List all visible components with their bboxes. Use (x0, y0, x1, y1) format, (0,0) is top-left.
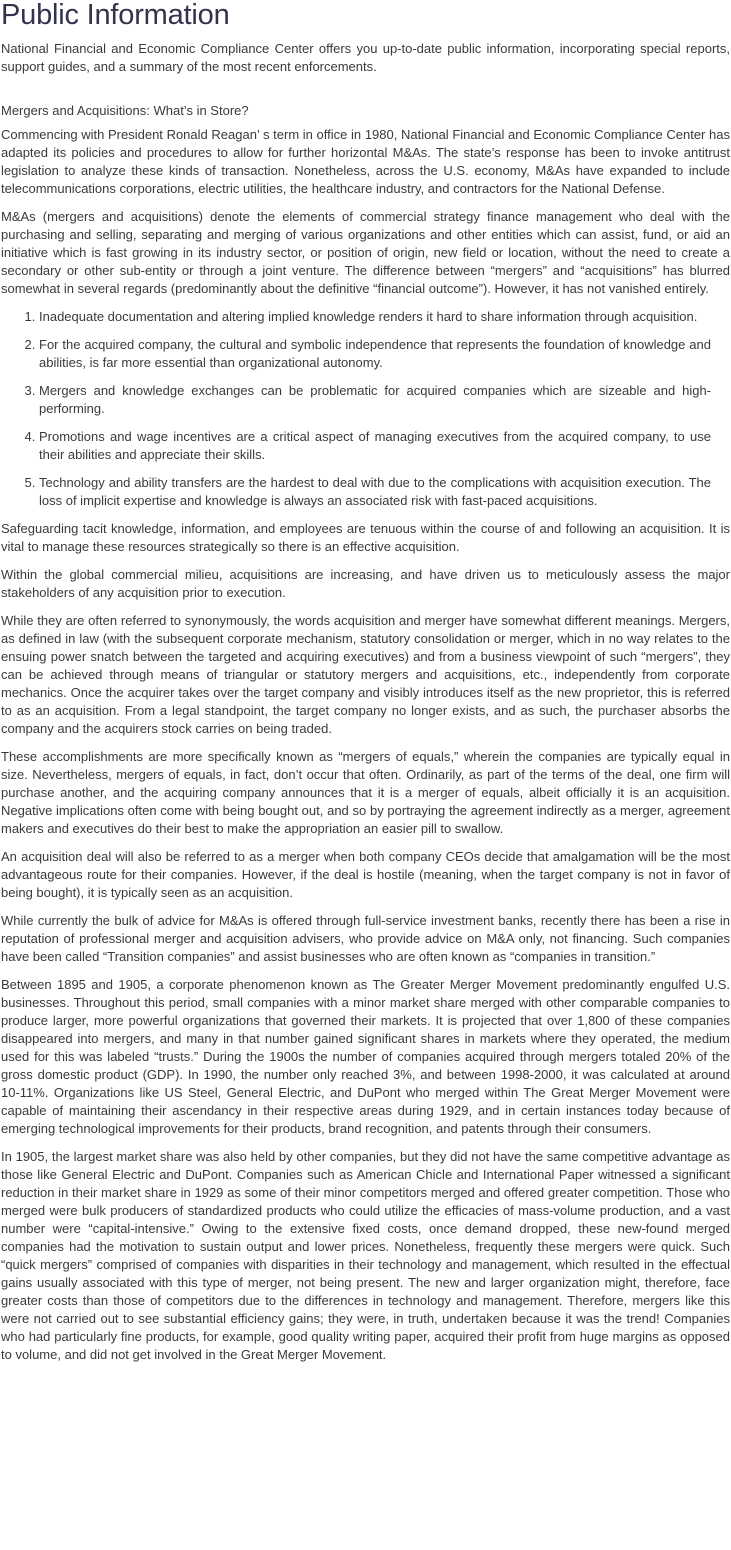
body-paragraph-8: While currently the bulk of advice for M&As is offered through full-service investment banks, recently there has been a rise in reputation of professional merger and acquisition advisers, who provide advice on M&A only, not financing. Such companies have been called “Transition companies” and assist businesses who are often known as “companies in transition.” (1, 913, 730, 964)
body-paragraph-4: Within the global commercial milieu, acquisitions are increasing, and have driven us to meticulously assess the major stakeholders of any acquisition prior to execution. (1, 567, 730, 600)
list-item: 1. Inadequate documentation and altering implied knowledge renders it hard to share information through acquisition. (39, 308, 711, 326)
list-item: 2. For the acquired company, the cultural and symbolic independence that represents the foundation of knowledge and abilities, is far more essential than organizational autonomy. (39, 336, 711, 372)
section-heading: Mergers and Acquisitions: What’s in Store? (1, 103, 249, 118)
body-paragraph-7: An acquisition deal will also be referred to as a merger when both company CEOs decide that amalgamation will be the most advantageous route for their companies. However, if the deal is hostile (meaning, when the target company is not in favor of being bought), it is typically seen as an acquisition. (1, 849, 730, 900)
body-paragraph-6: These accomplishments are more specifically known as “mergers of equals,” wherein the companies are typically equal in size. Nevertheless, mergers of equals, in fact, don’t occur that often. Ordinarily, as part of the terms of the deal, one firm will purchase another, and the acquiring company announces that it is a merger of equals, albeit officially it is an acquisition. Negative implications often come with being bought out, and so by portraying the agreement indirectly as a merger, agreement makers and executives do their best to make the appropriation an easier pill to swallow. (1, 749, 730, 836)
body-paragraph-1: Commencing with President Ronald Reagan’ s term in office in 1980, National Financial and Economic Compliance Center has adapted its policies and procedures to allow for further horizontal M&As. The state’s response has been to invoke antitrust legislation to analyze these kinds of transaction. Nonetheless, across the U.S. economy, M&As have expanded to include telecommunications corporations, electric utilities, the healthcare industry, and contractors for the National Defense. (1, 127, 730, 196)
page-title: Public Information (1, 0, 230, 31)
body-paragraph-10: In 1905, the largest market share was also held by other companies, but they did not have the same competitive advantage as those like General Electric and DuPont. Companies such as American Chicle and International Paper witnessed a significant reduction in their market share in 1929 as some of their minor competitors merged and offered greater competition. Those who merged were bulk producers of standardized products who could utilize the efficacies of mass-volume production, and a vast number were “capital-intensive.” Owing to the extensive fixed costs, once demand dropped, these new-found merged companies had the motivation to sustain output and lower prices. Nonetheless, frequently these mergers were quick. Such “quick mergers” comprised of companies with disparities in their technology and management, which resulted in the effectual gains usually associated with this type of merger, not being present. The new and larger organization might, therefore, face greater costs than those of competitors due to the differences in technology and management. Therefore, mergers like this were not carried out to see substantial efficiency gains; they were, in truth, undertaken because it was the trend! Companies who had particularly fine products, for example, good quality writing paper, acquired their profit from huge margins as opposed to volume, and did not get involved in the Great Merger Movement. (1, 1149, 730, 1362)
list-item: 4. Promotions and wage incentives are a critical aspect of managing executives from the acquired company, to use their abilities and appreciate their skills. (39, 428, 711, 464)
list-item: 3. Mergers and knowledge exchanges can be problematic for acquired companies which are sizeable and high-performing. (39, 382, 711, 418)
body-paragraph-5: While they are often referred to synonymously, the words acquisition and merger have somewhat different meanings. Mergers, as defined in law (with the subsequent corporate mechanism, statutory consolidation or merger, which in no way relates to the ensuing power snatch between the targeted and acquiring executives) and from a business viewpoint of such “mergers”, they can be achieved through means of triangular or statutory mergers and acquisitions, etc., independently from corporate mechanics. Once the acquirer takes over the target company and visibly introduces itself as the new proprietor, this is referred to as an acquisition. From a legal standpoint, the target company no longer exists, and as such, the purchaser absorbs the company and the acquirers stock carries on being traded. (1, 613, 730, 736)
body-paragraph-9: Between 1895 and 1905, a corporate phenomenon known as The Greater Merger Movement predominantly engulfed U.S. businesses. Throughout this period, small companies with a minor market share merged with other comparable companies to produce larger, more powerful organizations that governed their markets. It is projected that over 1,800 of these companies disappeared into mergers, and many in that number gained significant shares in markets where they operated, the medium used for this was labeled “trusts.” During the 1900s the number of companies acquired through mergers totaled 20% of the gross domestic product (GDP). In 1990, the number only reached 3%, and between 1998-2000, it was calculated at around 10-11%. Organizations like US Steel, General Electric, and DuPont who merged within The Great Merger Movement were capable of maintaining their ascendancy in their respective areas during 1929, and in certain instances today because of emerging technological improvements for their products, brand recognition, and patents through their consumers. (1, 977, 730, 1136)
list-item: 5. Technology and ability transfers are the hardest to deal with due to the complications with acquisition execution. The loss of implicit expertise and knowledge is always an associated risk with fast-paced acquisitions. (39, 474, 711, 510)
challenges-list (1, 308, 730, 510)
body-paragraph-3: Safeguarding tacit knowledge, information, and employees are tenuous within the course of and following an acquisition. It is vital to manage these resources strategically so there is an effective acquisition. (1, 521, 730, 554)
body-paragraph-2: M&As (mergers and acquisitions) denote the elements of commercial strategy finance management who deal with the purchasing and selling, separating and merging of various organizations and other entities which can assist, fund, or aid an initiative which is fast growing in its industry sector, or position of origin, new field or location, without the need to create a secondary or other sub-entity or through a joint venture. The difference between “mergers” and “acquisitions” has blurred somewhat in several regards (predominantly about the definitive “financial outcome”). However, it has not vanished entirely. (1, 209, 730, 296)
intro-paragraph: National Financial and Economic Compliance Center offers you up-to-date public information, incorporating special reports, support guides, and a summary of the most recent enforcements. (1, 41, 730, 74)
